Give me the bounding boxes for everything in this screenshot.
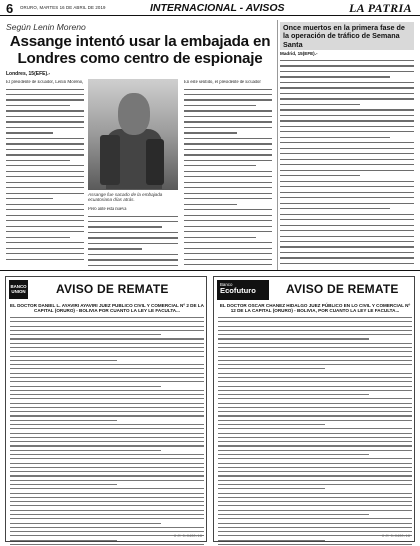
auction-notice-ecofuturo <box>213 276 415 542</box>
sidebar-headline: Once muertos en la primera fase de la operación de tráfico de Semana Santa <box>280 22 414 50</box>
photo-caption: Assange fue sacado de la embajada ecuatoriana días atrás. <box>88 192 163 203</box>
sidebar-dateline: Madrid, 15(EFE).- <box>280 51 318 56</box>
page-date: ORURO, MARTES 16 DE ABRIL DE 2019 <box>20 5 106 10</box>
ad-reference-code: O.M 0-0400-19 <box>381 535 410 539</box>
ad-title: AVISO DE REMATE <box>286 282 399 296</box>
banco-union-logo: BANCO UNION <box>9 280 28 299</box>
ecofuturo-logo-top: Banco <box>220 282 233 287</box>
story-col3-text: En este sentido, el presidente de Ecuador <box>184 80 261 85</box>
page-number: 6 <box>6 1 14 16</box>
page-header <box>0 0 420 16</box>
assange-photo <box>88 79 178 190</box>
story-kicker: Según Lenin Moreno <box>6 22 86 32</box>
ad-reference-code: O.M 0-0400-19 <box>173 535 202 539</box>
newspaper-name: LA PATRIA <box>348 1 412 15</box>
story-col2-text: Pero ante esta nueva <box>88 207 127 212</box>
ad-body <box>10 317 204 546</box>
story-column-1 <box>6 80 84 266</box>
story-column-2-bottom <box>88 207 178 267</box>
ecofuturo-logo <box>217 280 269 300</box>
ads-divider <box>0 270 420 271</box>
auction-notice-banco-union <box>5 276 207 542</box>
ad-title: AVISO DE REMATE <box>56 282 169 296</box>
column-divider <box>277 20 278 270</box>
ad-body <box>218 317 412 546</box>
ad-subtitle: EL DOCTOR DANIEL L. AYAVIRI AYAVIRI JUEZ PUBLICO CIVIL Y COMERCIAL Nº 2 DE LA CAPITAL (ORURO) - BOLIVIA POR CUANTO LA LEY LE FACULTA... <box>10 303 204 314</box>
main-dateline: Londres, 15(EFE).- <box>6 71 51 77</box>
sidebar-body <box>280 60 414 266</box>
ad-subtitle: EL DOCTOR OSCAR CHANEZ HIDALGO JUEZ PÚBLICO EN LO CIVIL Y COMERCIAL Nº 12 DE LA CAPITAL (ORURO) - BOLIVIA, POR CUANTO LA LEY LE FACULTA... <box>219 303 411 314</box>
story-lead-text: El presidente de Ecuador, Lenín Moreno, <box>6 80 84 85</box>
story-column-3 <box>184 80 272 266</box>
section-title: INTERNACIONAL - AVISOS <box>150 2 285 14</box>
ecofuturo-logo-name: Ecofuturo <box>220 286 256 295</box>
main-headline: Assange intentó usar la embajada en Londres como centro de espionaje <box>9 33 271 67</box>
